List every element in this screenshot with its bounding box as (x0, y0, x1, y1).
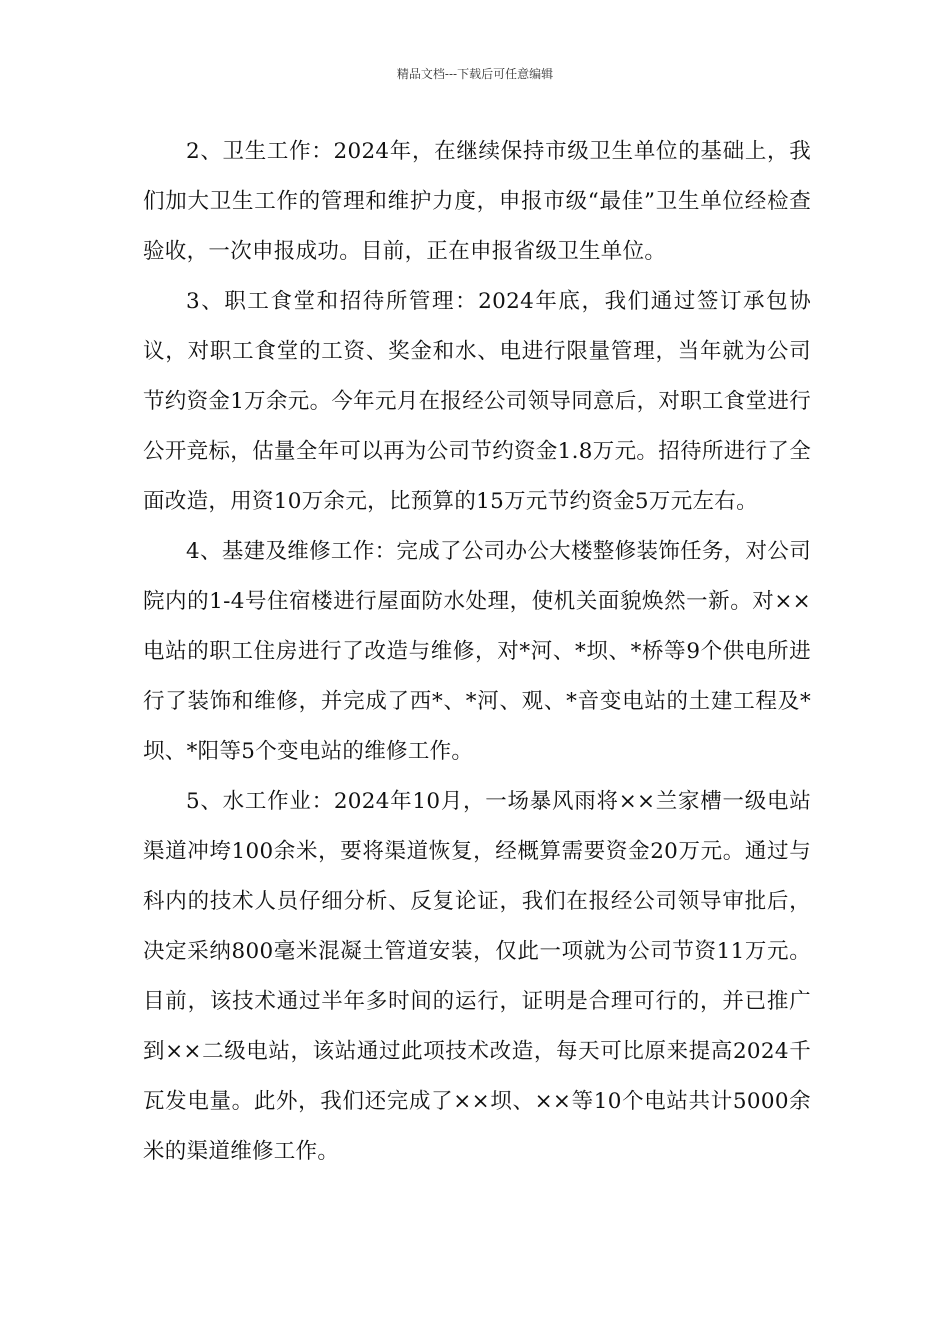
paragraph-hydraulic-works: 5、水工作业：2024年10月，一场暴风雨将××兰家槽一级电站渠道冲垮100余米，要将渠道恢复，经概算需要资金20万元。通过与科内的技术人员仔细分析、反复论证，我们在报经公司领导审批后，决定采纳800毫米混凝土管道安装，仅此一项就为公司节资11万元。目前，该技术通过半年多时间的运行，证明是合理可行的，并已推广到××二级电站，该站通过此项技术改造，每天可比原来提高2024千瓦发电量。此外，我们还完成了××坝、××等10个电站共计5000余米的渠道维修工作。 (143, 789, 811, 1164)
paragraph-construction-maintenance: 4、基建及维修工作：完成了公司办公大楼整修装饰任务，对公司院内的1-4号住宿楼进行屋面防水处理，使机关面貌焕然一新。对××电站的职工住房进行了改造与维修，对*河、*坝、*桥等9个供电所进行了装饰和维修，并完成了西*、*河、观、*音变电站的土建工程及*坝、*阳等5个变电站的维修工作。 (143, 539, 811, 764)
paragraph-canteen-guesthouse: 3、职工食堂和招待所管理：2024年底，我们通过签订承包协议，对职工食堂的工资、奖金和水、电进行限量管理，当年就为公司节约资金1万余元。今年元月在报经公司领导同意后，对职工食堂进行公开竞标，估量全年可以再为公司节约资金1.8万元。招待所进行了全面改造，用资10万余元，比预算的15万元节约资金5万元左右。 (143, 289, 811, 514)
document-body (143, 127, 811, 1177)
page-header: 精品文档---下载后可任意编辑 (396, 67, 554, 81)
paragraph-sanitation: 2、卫生工作：2024年，在继续保持市级卫生单位的基础上，我们加大卫生工作的管理和维护力度，申报市级“最佳”卫生单位经检查验收，一次申报成功。目前，正在申报省级卫生单位。 (143, 139, 811, 264)
